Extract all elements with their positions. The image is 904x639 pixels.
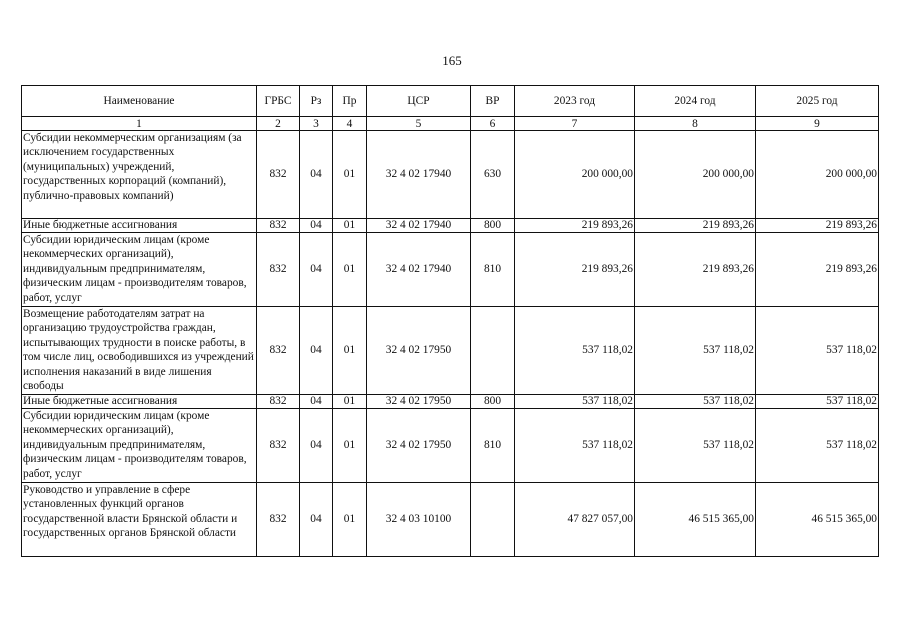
- column-header-csr: ЦСР: [367, 86, 471, 117]
- row-grbs: 832: [257, 307, 300, 395]
- column-number: 6: [471, 117, 515, 131]
- row-rz: 04: [300, 307, 333, 395]
- row-rz: 04: [300, 483, 333, 557]
- row-amount-2025: 537 118,02: [756, 395, 879, 409]
- row-csr: 32 4 02 17950: [367, 307, 471, 395]
- row-grbs: 832: [257, 483, 300, 557]
- column-number: 2: [257, 117, 300, 131]
- row-pr: 01: [333, 483, 367, 557]
- row-amount-2025: 537 118,02: [756, 307, 879, 395]
- row-rz: 04: [300, 233, 333, 307]
- column-number: 9: [756, 117, 879, 131]
- row-name: Иные бюджетные ассигнования: [22, 395, 257, 409]
- row-amount-2023: 219 893,26: [515, 233, 635, 307]
- column-header-name: Наименование: [22, 86, 257, 117]
- row-csr: 32 4 02 17950: [367, 395, 471, 409]
- row-amount-2024: 219 893,26: [635, 219, 756, 233]
- row-pr: 01: [333, 409, 367, 483]
- row-grbs: 832: [257, 395, 300, 409]
- row-name: Возмещение работодателям затрат на организацию трудоустройства граждан, испытывающих трудности в поиске работы, в том числе лиц, освободившихся из учреждений исполнения наказаний в виде лишения свободы: [22, 307, 257, 395]
- row-name: Субсидии некоммерческим организациям (за исключением государственных (муниципальных) учреждений, государственных корпораций (компаний), публично-правовых компаний): [22, 131, 257, 219]
- row-amount-2024: 537 118,02: [635, 409, 756, 483]
- row-amount-2023: 219 893,26: [515, 219, 635, 233]
- page-number: 165: [442, 53, 462, 68]
- row-amount-2025: 46 515 365,00: [756, 483, 879, 557]
- table-row: [22, 409, 879, 483]
- row-amount-2025: 537 118,02: [756, 409, 879, 483]
- row-amount-2025: 219 893,26: [756, 233, 879, 307]
- row-csr: 32 4 02 17940: [367, 219, 471, 233]
- column-header-2025: 2025 год: [756, 86, 879, 117]
- row-grbs: 832: [257, 233, 300, 307]
- row-csr: 32 4 03 10100: [367, 483, 471, 557]
- row-vr: [471, 307, 515, 395]
- row-grbs: 832: [257, 219, 300, 233]
- row-name: Субсидии юридическим лицам (кроме некоммерческих организаций), индивидуальным предпринимателям, физическим лицам - производителям товаров, работ, услуг: [22, 409, 257, 483]
- row-csr: 32 4 02 17950: [367, 409, 471, 483]
- column-number-row: [22, 117, 879, 131]
- row-name: Руководство и управление в сфере установленных функций органов государственной власти Брянской области и государственных органов Брянской области: [22, 483, 257, 557]
- row-vr: 800: [471, 395, 515, 409]
- table-row: [22, 307, 879, 395]
- row-rz: 04: [300, 409, 333, 483]
- row-amount-2024: 537 118,02: [635, 307, 756, 395]
- row-amount-2023: 537 118,02: [515, 409, 635, 483]
- column-number: 7: [515, 117, 635, 131]
- row-csr: 32 4 02 17940: [367, 131, 471, 219]
- row-pr: 01: [333, 233, 367, 307]
- column-header-2023: 2023 год: [515, 86, 635, 117]
- row-name: Субсидии юридическим лицам (кроме некоммерческих организаций), индивидуальным предпринимателям, физическим лицам - производителям товаров, работ, услуг: [22, 233, 257, 307]
- row-vr: [471, 483, 515, 557]
- row-amount-2025: 200 000,00: [756, 131, 879, 219]
- row-amount-2024: 537 118,02: [635, 395, 756, 409]
- table-row: [22, 219, 879, 233]
- table-row: [22, 395, 879, 409]
- row-vr: 800: [471, 219, 515, 233]
- column-number: 1: [22, 117, 257, 131]
- row-amount-2024: 200 000,00: [635, 131, 756, 219]
- table-row: [22, 233, 879, 307]
- row-amount-2024: 46 515 365,00: [635, 483, 756, 557]
- table-row: [22, 131, 879, 219]
- row-amount-2025: 219 893,26: [756, 219, 879, 233]
- column-header-pr: Пр: [333, 86, 367, 117]
- row-rz: 04: [300, 395, 333, 409]
- row-vr: 810: [471, 409, 515, 483]
- row-rz: 04: [300, 131, 333, 219]
- table-row: [22, 483, 879, 557]
- column-header-rz: Рз: [300, 86, 333, 117]
- column-number: 8: [635, 117, 756, 131]
- row-vr: 630: [471, 131, 515, 219]
- column-header-2024: 2024 год: [635, 86, 756, 117]
- row-amount-2023: 47 827 057,00: [515, 483, 635, 557]
- column-number: 3: [300, 117, 333, 131]
- row-pr: 01: [333, 395, 367, 409]
- row-amount-2023: 537 118,02: [515, 395, 635, 409]
- row-csr: 32 4 02 17940: [367, 233, 471, 307]
- row-amount-2023: 537 118,02: [515, 307, 635, 395]
- row-amount-2023: 200 000,00: [515, 131, 635, 219]
- column-header-vr: ВР: [471, 86, 515, 117]
- row-rz: 04: [300, 219, 333, 233]
- budget-table: [21, 85, 879, 557]
- row-pr: 01: [333, 131, 367, 219]
- row-name: Иные бюджетные ассигнования: [22, 219, 257, 233]
- table-header-row: [22, 86, 879, 117]
- row-grbs: 832: [257, 131, 300, 219]
- row-pr: 01: [333, 307, 367, 395]
- row-vr: 810: [471, 233, 515, 307]
- row-pr: 01: [333, 219, 367, 233]
- column-number: 5: [367, 117, 471, 131]
- column-header-grbs: ГРБС: [257, 86, 300, 117]
- row-grbs: 832: [257, 409, 300, 483]
- column-number: 4: [333, 117, 367, 131]
- row-amount-2024: 219 893,26: [635, 233, 756, 307]
